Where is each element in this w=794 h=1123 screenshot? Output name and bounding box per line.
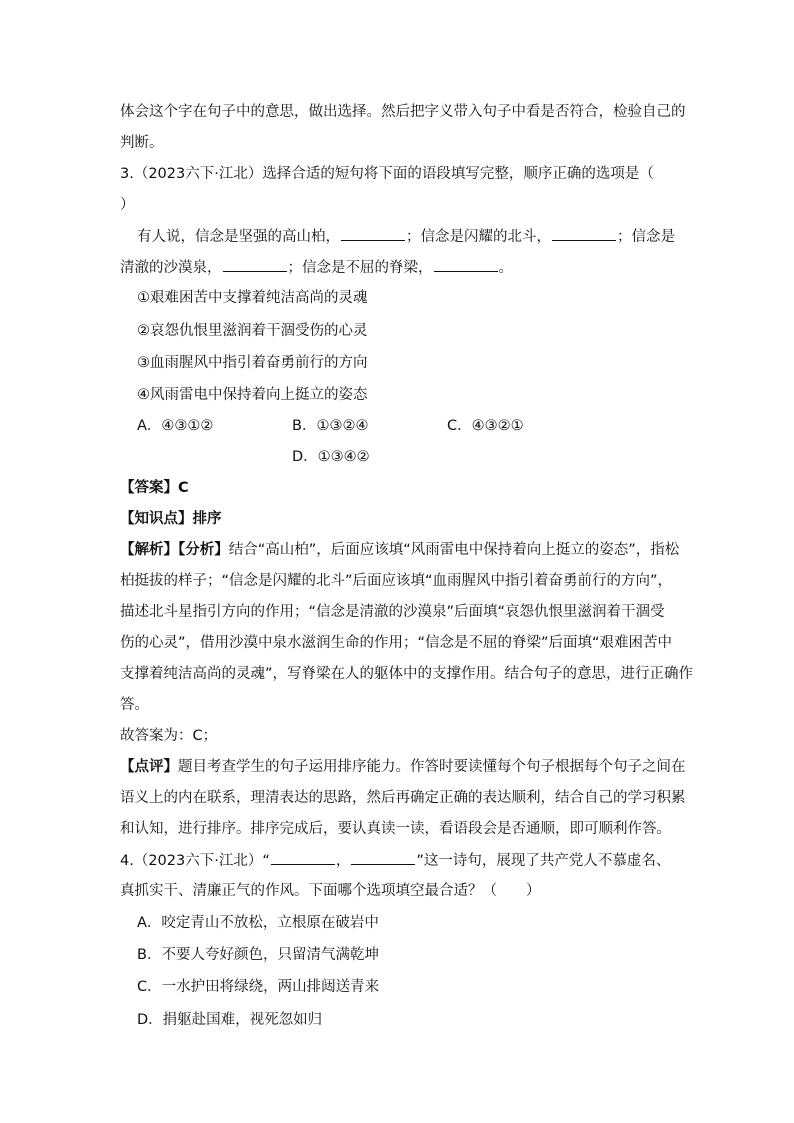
- para-part-e: ；信念是不屈的脊梁，: [287, 260, 433, 276]
- fill-blank-1[interactable]: [341, 226, 405, 241]
- intro-line-1: 体会这个字在句子中的意思，做出选择。然后把字义带入句子中看是否符合，检验自己的: [120, 104, 686, 120]
- para-part-a: 有人说，信念是坚强的高山柏，: [137, 229, 340, 245]
- q4-option-b[interactable]: B．不要人夸好颜色，只留清气满乾坤: [137, 947, 379, 963]
- analysis-subtag: 【分析】: [178, 542, 229, 558]
- q4-fill-blank-1[interactable]: [271, 850, 335, 865]
- para-part-c: ；信念是: [617, 229, 675, 245]
- q4-head-c: ”这一诗句，展现了共产党人不慕虚名、: [416, 853, 671, 869]
- q4-option-a[interactable]: A．咬定青山不放松，立根原在破岩中: [137, 915, 379, 931]
- final-answer-line: 故答案为：C；: [120, 728, 218, 744]
- q3-option-d[interactable]: D．①③④②: [292, 449, 370, 465]
- question-4-head: [120, 850, 670, 871]
- q4-option-c[interactable]: C．一水护田将绿绕，两山排闼送青来: [137, 979, 380, 995]
- analysis-line-6: 答。: [120, 697, 149, 713]
- q4-option-d[interactable]: D．捐躯赴国难，视死忽如归: [137, 1012, 323, 1028]
- analysis-text-1: 结合“高山柏”，后面应该填“风雨雷电中保持着向上挺立的姿态”，指松: [228, 542, 680, 558]
- sentence-item-2: ②哀怨仇恨里滋润着干涸受伤的心灵: [137, 323, 368, 339]
- comment-tag: 【点评】: [120, 759, 178, 775]
- para-part-b: ；信念是闪耀的北斗，: [406, 229, 551, 245]
- q4-head-b: ，: [335, 853, 351, 869]
- intro-line-2: 判断。: [120, 135, 164, 151]
- para-part-f: 。: [498, 260, 513, 276]
- q3-option-b[interactable]: B．①③②④: [292, 418, 369, 434]
- fill-blank-3[interactable]: [223, 257, 287, 272]
- analysis-tag: 【解析】: [120, 542, 178, 558]
- sentence-item-4: ④风雨雷电中保持着向上挺立的姿态: [137, 387, 368, 403]
- question-3-paren-close: ）: [120, 197, 135, 213]
- question-3-paragraph-line-2: [120, 257, 513, 278]
- question-4-line-2: 真抓实干、清廉正气的作风。下面哪个选项填空最合适？（ ）: [120, 883, 541, 899]
- q4-head-a: 4.（2023六下·江北）“: [120, 853, 270, 869]
- fill-blank-2[interactable]: [552, 226, 616, 241]
- analysis-line-2: 柏挺拔的样子；“信念是闪耀的北斗”后面应该填“血雨腥风中指引着奋勇前行的方向”，: [120, 573, 673, 589]
- question-3-head: 3.（2023六下·江北）选择合适的短句将下面的语段填写完整，顺序正确的选项是（: [120, 166, 654, 182]
- fill-blank-4[interactable]: [434, 257, 498, 272]
- q3-option-a[interactable]: A．④③①②: [137, 418, 214, 434]
- q3-option-c[interactable]: C．④③②①: [447, 418, 524, 434]
- para-part-d: 清澈的沙漠泉，: [120, 260, 222, 276]
- answer-line: 【答案】C: [120, 480, 189, 496]
- sentence-item-1: ①艰难困苦中支撑着纯洁高尚的灵魂: [137, 290, 368, 306]
- comment-line-3: 和认知，进行排序。排序完成后，要认真读一读，看语段会是否通顺，即可顺利作答。: [120, 821, 671, 837]
- knowledge-point-line: 【知识点】排序: [120, 511, 222, 527]
- comment-line-1: [120, 757, 686, 777]
- q4-fill-blank-2[interactable]: [351, 850, 415, 865]
- analysis-line-4: 伤的心灵”，借用沙漠中泉水滋润生命的作用；“信念是不屈的脊梁”后面填“艰难困苦中: [120, 635, 673, 651]
- comment-line-2: 语义上的内在联系，理清表达的思路，然后再确定正确的表达顺利，结合自己的学习积累: [120, 790, 686, 806]
- question-3-paragraph-line-1: [137, 226, 675, 247]
- analysis-line-5: 支撑着纯洁高尚的灵魂”，写脊梁在人的躯体中的支撑作用。结合句子的意思，进行正确作: [120, 666, 694, 682]
- analysis-line-1: [120, 540, 679, 560]
- comment-text-1: 题目考查学生的句子运用排序能力。作答时要读懂每个句子根据每个句子之间在: [178, 759, 686, 775]
- sentence-item-3: ③血雨腥风中指引着奋勇前行的方向: [137, 355, 368, 371]
- analysis-line-3: 描述北斗星指引方向的作用；“信念是清澈的沙漠泉”后面填“哀怨仇恨里滋润着干涸受: [120, 604, 665, 620]
